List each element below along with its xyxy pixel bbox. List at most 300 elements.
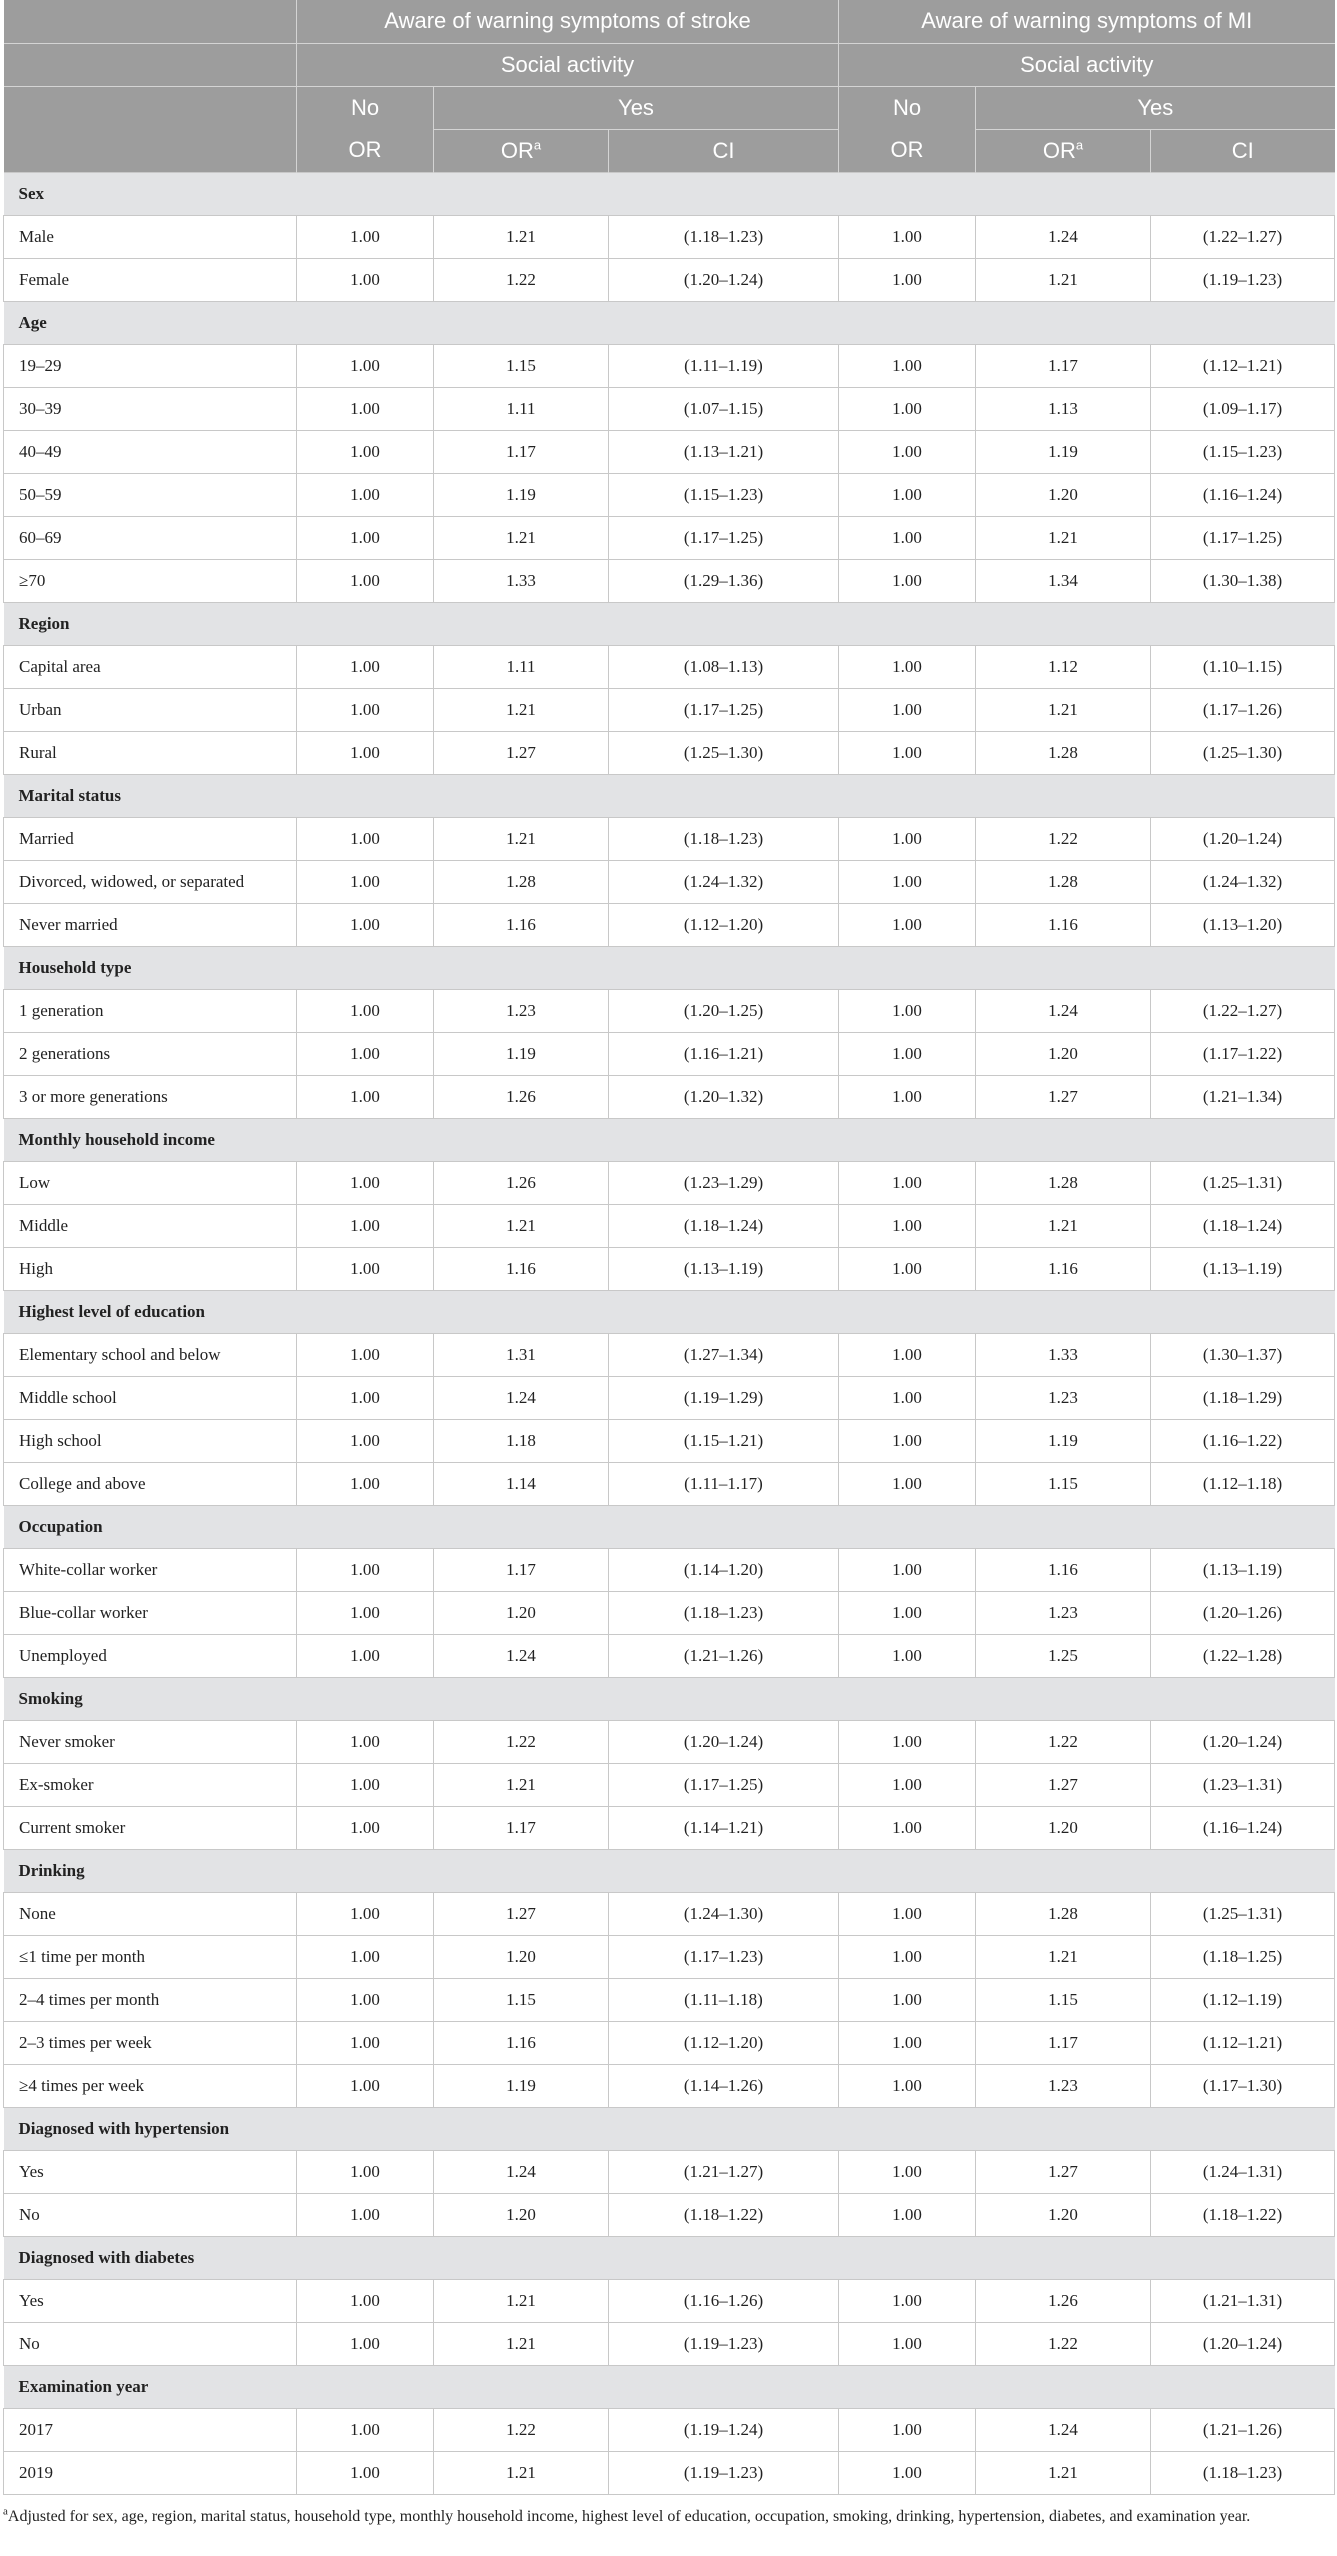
stroke-no-or: 1.00	[297, 1419, 434, 1462]
section-title: Examination year	[4, 2365, 1335, 2408]
stroke-yes-ci: (1.12–1.20)	[609, 903, 839, 946]
mi-yes-or: 1.19	[976, 430, 1151, 473]
mi-yes-ci: (1.18–1.23)	[1151, 2451, 1335, 2494]
stroke-yes-or: 1.24	[434, 2150, 609, 2193]
section-header-row	[4, 2365, 1335, 2408]
stroke-yes-or: 1.17	[434, 1548, 609, 1591]
mi-no-or: 1.00	[839, 2279, 976, 2322]
stroke-no-or: 1.00	[297, 1376, 434, 1419]
stroke-yes-ci: (1.18–1.23)	[609, 817, 839, 860]
stroke-yes-or: 1.21	[434, 2451, 609, 2494]
mi-no-or: 1.00	[839, 344, 976, 387]
mi-yes-ci: (1.21–1.26)	[1151, 2408, 1335, 2451]
mi-no-or: 1.00	[839, 1892, 976, 1935]
mi-yes-or: 1.19	[976, 1419, 1151, 1462]
table-row	[4, 516, 1335, 559]
stroke-no-or: 1.00	[297, 1978, 434, 2021]
stroke-yes-or: 1.21	[434, 2322, 609, 2365]
mi-yes-or: 1.23	[976, 1376, 1151, 1419]
row-label: Yes	[4, 2279, 297, 2322]
row-label: Unemployed	[4, 1634, 297, 1677]
stroke-no-or: 1.00	[297, 1806, 434, 1849]
section-header-row	[4, 1505, 1335, 1548]
stroke-yes-or: 1.17	[434, 430, 609, 473]
mi-yes-ci: (1.30–1.37)	[1151, 1333, 1335, 1376]
mi-yes-or: 1.21	[976, 258, 1151, 301]
stroke-no-or: 1.00	[297, 1935, 434, 1978]
stroke-yes-ci: (1.18–1.23)	[609, 215, 839, 258]
mi-yes-or: 1.24	[976, 989, 1151, 1032]
mi-yes-ci: (1.25–1.31)	[1151, 1161, 1335, 1204]
mi-yes-or: 1.21	[976, 1935, 1151, 1978]
section-header-row	[4, 172, 1335, 215]
mi-no-or: 1.00	[839, 731, 976, 774]
stroke-yes-or: 1.18	[434, 1419, 609, 1462]
row-label: Female	[4, 258, 297, 301]
mi-yes-or: 1.26	[976, 2279, 1151, 2322]
stroke-yes-or: 1.21	[434, 516, 609, 559]
table-row	[4, 559, 1335, 602]
stroke-yes-or: 1.22	[434, 1720, 609, 1763]
stroke-yes-ci: (1.25–1.30)	[609, 731, 839, 774]
stroke-yes-or: 1.16	[434, 903, 609, 946]
stroke-yes-or: 1.11	[434, 645, 609, 688]
stroke-yes-or: 1.22	[434, 2408, 609, 2451]
stroke-yes-ci: (1.16–1.21)	[609, 1032, 839, 1075]
stroke-yes-or: 1.14	[434, 1462, 609, 1505]
mi-yes-or: 1.22	[976, 2322, 1151, 2365]
mi-yes-ci: (1.20–1.24)	[1151, 817, 1335, 860]
stroke-yes-ci: (1.18–1.22)	[609, 2193, 839, 2236]
stroke-yes-ci: (1.19–1.23)	[609, 2322, 839, 2365]
footnote	[3, 2506, 1323, 2528]
section-title: Age	[4, 301, 1335, 344]
stroke-yes-or: 1.27	[434, 731, 609, 774]
stroke-no-or: 1.00	[297, 473, 434, 516]
stroke-yes-or: 1.21	[434, 215, 609, 258]
mi-no-or: 1.00	[839, 1591, 976, 1634]
stroke-yes-ci: (1.20–1.24)	[609, 1720, 839, 1763]
mi-yes-or: 1.20	[976, 2193, 1151, 2236]
row-label: No	[4, 2322, 297, 2365]
stroke-no-or: 1.00	[297, 2408, 434, 2451]
stroke-yes-or: 1.23	[434, 989, 609, 1032]
stroke-yes-or: 1.21	[434, 817, 609, 860]
row-label: ≤1 time per month	[4, 1935, 297, 1978]
stroke-no-or: 1.00	[297, 1462, 434, 1505]
section-title: Household type	[4, 946, 1335, 989]
header-mi-or: OR	[839, 129, 976, 172]
header-mi-or-adjusted: $OR^a$	[976, 129, 1151, 172]
stroke-no-or: 1.00	[297, 989, 434, 1032]
mi-yes-ci: (1.18–1.29)	[1151, 1376, 1335, 1419]
section-header-row	[4, 946, 1335, 989]
mi-yes-ci: (1.12–1.18)	[1151, 1462, 1335, 1505]
mi-yes-or: 1.16	[976, 903, 1151, 946]
header-stroke-no: No	[297, 86, 434, 129]
mi-yes-ci: (1.23–1.31)	[1151, 1763, 1335, 1806]
mi-no-or: 1.00	[839, 1204, 976, 1247]
results-table	[3, 0, 1335, 2495]
mi-yes-ci: (1.13–1.20)	[1151, 903, 1335, 946]
mi-yes-or: 1.13	[976, 387, 1151, 430]
mi-no-or: 1.00	[839, 387, 976, 430]
section-header-row	[4, 602, 1335, 645]
stroke-no-or: 1.00	[297, 387, 434, 430]
mi-yes-ci: (1.13–1.19)	[1151, 1548, 1335, 1591]
mi-no-or: 1.00	[839, 1075, 976, 1118]
stroke-yes-or: 1.24	[434, 1634, 609, 1677]
mi-yes-or: 1.20	[976, 1806, 1151, 1849]
stroke-no-or: 1.00	[297, 2193, 434, 2236]
table-row	[4, 1333, 1335, 1376]
row-label: Low	[4, 1161, 297, 1204]
stroke-yes-ci: (1.20–1.32)	[609, 1075, 839, 1118]
section-title: Smoking	[4, 1677, 1335, 1720]
section-header-row	[4, 2107, 1335, 2150]
stroke-no-or: 1.00	[297, 1032, 434, 1075]
mi-no-or: 1.00	[839, 817, 976, 860]
mi-no-or: 1.00	[839, 2150, 976, 2193]
stroke-yes-ci: (1.18–1.23)	[609, 1591, 839, 1634]
mi-no-or: 1.00	[839, 989, 976, 1032]
header-stroke-or: OR	[297, 129, 434, 172]
mi-yes-ci: (1.21–1.31)	[1151, 2279, 1335, 2322]
stroke-no-or: 1.00	[297, 1591, 434, 1634]
table-row	[4, 1892, 1335, 1935]
section-header-row	[4, 2236, 1335, 2279]
table-row	[4, 1978, 1335, 2021]
stroke-yes-or: 1.17	[434, 1806, 609, 1849]
stroke-yes-ci: (1.11–1.19)	[609, 344, 839, 387]
row-label: 2019	[4, 2451, 297, 2494]
table-body	[4, 172, 1335, 2494]
stroke-no-or: 1.00	[297, 2279, 434, 2322]
mi-yes-or: 1.21	[976, 688, 1151, 731]
header-mi-no: No	[839, 86, 976, 129]
row-label: Middle	[4, 1204, 297, 1247]
row-label: Middle school	[4, 1376, 297, 1419]
stroke-yes-ci: (1.17–1.23)	[609, 1935, 839, 1978]
header-stroke-or-adjusted: $OR^a$	[434, 129, 609, 172]
stroke-yes-or: 1.20	[434, 1935, 609, 1978]
stroke-yes-ci: (1.13–1.21)	[609, 430, 839, 473]
stroke-yes-or: 1.16	[434, 2021, 609, 2064]
mi-yes-or: 1.28	[976, 860, 1151, 903]
table-row	[4, 1763, 1335, 1806]
header-mi-title: Aware of warning symptoms of MI	[839, 0, 1335, 43]
table-row	[4, 2408, 1335, 2451]
mi-yes-ci: (1.25–1.31)	[1151, 1892, 1335, 1935]
mi-yes-ci: (1.18–1.22)	[1151, 2193, 1335, 2236]
stroke-yes-or: 1.16	[434, 1247, 609, 1290]
stroke-yes-ci: (1.07–1.15)	[609, 387, 839, 430]
stroke-yes-or: 1.15	[434, 1978, 609, 2021]
section-header-row	[4, 1677, 1335, 1720]
mi-yes-ci: (1.12–1.21)	[1151, 344, 1335, 387]
mi-yes-ci: (1.17–1.30)	[1151, 2064, 1335, 2107]
table-row	[4, 817, 1335, 860]
mi-yes-or: 1.16	[976, 1247, 1151, 1290]
footnote-marker: a	[1075, 137, 1084, 153]
mi-yes-ci: (1.16–1.24)	[1151, 1806, 1335, 1849]
table-row	[4, 2279, 1335, 2322]
mi-no-or: 1.00	[839, 1462, 976, 1505]
stroke-no-or: 1.00	[297, 1247, 434, 1290]
section-title: Region	[4, 602, 1335, 645]
mi-yes-or: 1.16	[976, 1548, 1151, 1591]
mi-no-or: 1.00	[839, 1978, 976, 2021]
section-header-row	[4, 1118, 1335, 1161]
mi-yes-ci: (1.17–1.26)	[1151, 688, 1335, 731]
header-stroke-social-activity: Social activity	[297, 43, 839, 86]
row-label: Rural	[4, 731, 297, 774]
stroke-yes-ci: (1.19–1.24)	[609, 2408, 839, 2451]
table-row	[4, 258, 1335, 301]
section-title: Occupation	[4, 1505, 1335, 1548]
mi-no-or: 1.00	[839, 1376, 976, 1419]
mi-yes-or: 1.23	[976, 2064, 1151, 2107]
stroke-yes-ci: (1.19–1.23)	[609, 2451, 839, 2494]
mi-yes-or: 1.21	[976, 516, 1151, 559]
table-row	[4, 1075, 1335, 1118]
mi-yes-or: 1.15	[976, 1462, 1151, 1505]
stroke-yes-ci: (1.29–1.36)	[609, 559, 839, 602]
row-label: 1 generation	[4, 989, 297, 1032]
stroke-yes-ci: (1.14–1.26)	[609, 2064, 839, 2107]
stroke-no-or: 1.00	[297, 1333, 434, 1376]
mi-yes-or: 1.25	[976, 1634, 1151, 1677]
row-label: Current smoker	[4, 1806, 297, 1849]
mi-yes-or: 1.24	[976, 2408, 1151, 2451]
stroke-no-or: 1.00	[297, 1634, 434, 1677]
stroke-no-or: 1.00	[297, 2451, 434, 2494]
stroke-no-or: 1.00	[297, 2064, 434, 2107]
row-label: 40–49	[4, 430, 297, 473]
row-label: Urban	[4, 688, 297, 731]
stroke-yes-ci: (1.19–1.29)	[609, 1376, 839, 1419]
mi-yes-or: 1.12	[976, 645, 1151, 688]
stroke-yes-or: 1.11	[434, 387, 609, 430]
row-label: 2 generations	[4, 1032, 297, 1075]
mi-yes-ci: (1.16–1.22)	[1151, 1419, 1335, 1462]
row-label: 2017	[4, 2408, 297, 2451]
section-header-row	[4, 1849, 1335, 1892]
stroke-yes-ci: (1.20–1.24)	[609, 258, 839, 301]
mi-yes-ci: (1.30–1.38)	[1151, 559, 1335, 602]
table-row	[4, 1935, 1335, 1978]
mi-yes-ci: (1.22–1.28)	[1151, 1634, 1335, 1677]
table-row	[4, 645, 1335, 688]
mi-yes-ci: (1.17–1.22)	[1151, 1032, 1335, 1075]
stroke-yes-or: 1.19	[434, 2064, 609, 2107]
mi-yes-or: 1.28	[976, 1161, 1151, 1204]
table-row	[4, 473, 1335, 516]
header-mi-yes: Yes	[976, 86, 1335, 129]
mi-yes-or: 1.22	[976, 1720, 1151, 1763]
row-label: 60–69	[4, 516, 297, 559]
table-row	[4, 1548, 1335, 1591]
mi-yes-ci: (1.16–1.24)	[1151, 473, 1335, 516]
table-row	[4, 2451, 1335, 2494]
stroke-no-or: 1.00	[297, 903, 434, 946]
stroke-yes-ci: (1.14–1.20)	[609, 1548, 839, 1591]
table-row	[4, 1806, 1335, 1849]
stroke-yes-ci: (1.16–1.26)	[609, 2279, 839, 2322]
stroke-no-or: 1.00	[297, 731, 434, 774]
stroke-no-or: 1.00	[297, 817, 434, 860]
stroke-no-or: 1.00	[297, 2021, 434, 2064]
table-row	[4, 1462, 1335, 1505]
mi-yes-ci: (1.10–1.15)	[1151, 645, 1335, 688]
table-row	[4, 215, 1335, 258]
stroke-yes-or: 1.20	[434, 1591, 609, 1634]
row-label: Never smoker	[4, 1720, 297, 1763]
stroke-no-or: 1.00	[297, 516, 434, 559]
stroke-yes-ci: (1.24–1.32)	[609, 860, 839, 903]
section-title: Marital status	[4, 774, 1335, 817]
mi-yes-or: 1.21	[976, 2451, 1151, 2494]
header-mi-social-activity: Social activity	[839, 43, 1335, 86]
section-title: Sex	[4, 172, 1335, 215]
section-header-row	[4, 774, 1335, 817]
row-label: Elementary school and below	[4, 1333, 297, 1376]
stroke-yes-or: 1.15	[434, 344, 609, 387]
row-label: College and above	[4, 1462, 297, 1505]
row-label: High school	[4, 1419, 297, 1462]
row-label: High	[4, 1247, 297, 1290]
mi-no-or: 1.00	[839, 215, 976, 258]
table-row	[4, 1161, 1335, 1204]
stroke-yes-ci: (1.27–1.34)	[609, 1333, 839, 1376]
table-row	[4, 2021, 1335, 2064]
header-corner	[4, 0, 297, 43]
mi-yes-ci: (1.12–1.19)	[1151, 1978, 1335, 2021]
section-title: Drinking	[4, 1849, 1335, 1892]
mi-no-or: 1.00	[839, 2322, 976, 2365]
stroke-yes-or: 1.21	[434, 2279, 609, 2322]
stroke-yes-ci: (1.13–1.19)	[609, 1247, 839, 1290]
stroke-yes-or: 1.20	[434, 2193, 609, 2236]
mi-no-or: 1.00	[839, 559, 976, 602]
mi-yes-or: 1.22	[976, 817, 1151, 860]
mi-no-or: 1.00	[839, 903, 976, 946]
mi-no-or: 1.00	[839, 2193, 976, 2236]
mi-no-or: 1.00	[839, 430, 976, 473]
stroke-yes-ci: (1.21–1.27)	[609, 2150, 839, 2193]
mi-yes-ci: (1.20–1.24)	[1151, 2322, 1335, 2365]
mi-no-or: 1.00	[839, 860, 976, 903]
mi-yes-or: 1.27	[976, 1075, 1151, 1118]
mi-no-or: 1.00	[839, 2451, 976, 2494]
stroke-yes-or: 1.21	[434, 1763, 609, 1806]
row-label: Blue-collar worker	[4, 1591, 297, 1634]
stroke-yes-ci: (1.11–1.17)	[609, 1462, 839, 1505]
stroke-no-or: 1.00	[297, 645, 434, 688]
mi-no-or: 1.00	[839, 2064, 976, 2107]
table-row	[4, 1204, 1335, 1247]
table-row	[4, 688, 1335, 731]
mi-yes-or: 1.28	[976, 731, 1151, 774]
stroke-no-or: 1.00	[297, 1204, 434, 1247]
stroke-no-or: 1.00	[297, 215, 434, 258]
mi-no-or: 1.00	[839, 1548, 976, 1591]
mi-yes-ci: (1.24–1.32)	[1151, 860, 1335, 903]
stroke-yes-ci: (1.11–1.18)	[609, 1978, 839, 2021]
mi-yes-or: 1.33	[976, 1333, 1151, 1376]
table-row	[4, 1419, 1335, 1462]
stroke-no-or: 1.00	[297, 2322, 434, 2365]
mi-yes-or: 1.21	[976, 1204, 1151, 1247]
mi-no-or: 1.00	[839, 1763, 976, 1806]
section-title: Monthly household income	[4, 1118, 1335, 1161]
stroke-no-or: 1.00	[297, 688, 434, 731]
stroke-yes-or: 1.31	[434, 1333, 609, 1376]
stroke-yes-or: 1.26	[434, 1161, 609, 1204]
row-label: No	[4, 2193, 297, 2236]
row-label: 30–39	[4, 387, 297, 430]
stroke-yes-ci: (1.18–1.24)	[609, 1204, 839, 1247]
mi-yes-ci: (1.20–1.24)	[1151, 1720, 1335, 1763]
mi-no-or: 1.00	[839, 2021, 976, 2064]
mi-no-or: 1.00	[839, 2408, 976, 2451]
mi-no-or: 1.00	[839, 1806, 976, 1849]
mi-no-or: 1.00	[839, 645, 976, 688]
mi-yes-or: 1.17	[976, 344, 1151, 387]
stroke-yes-ci: (1.12–1.20)	[609, 2021, 839, 2064]
stroke-yes-ci: (1.17–1.25)	[609, 516, 839, 559]
mi-yes-or: 1.34	[976, 559, 1151, 602]
row-label: Yes	[4, 2150, 297, 2193]
mi-no-or: 1.00	[839, 516, 976, 559]
stroke-yes-ci: (1.20–1.25)	[609, 989, 839, 1032]
stroke-yes-ci: (1.17–1.25)	[609, 688, 839, 731]
mi-yes-or: 1.27	[976, 2150, 1151, 2193]
table-row	[4, 344, 1335, 387]
row-label: None	[4, 1892, 297, 1935]
mi-yes-or: 1.15	[976, 1978, 1151, 2021]
mi-yes-ci: (1.17–1.25)	[1151, 516, 1335, 559]
mi-no-or: 1.00	[839, 1032, 976, 1075]
stroke-no-or: 1.00	[297, 860, 434, 903]
mi-no-or: 1.00	[839, 473, 976, 516]
row-label: Capital area	[4, 645, 297, 688]
stroke-no-or: 1.00	[297, 1075, 434, 1118]
stroke-yes-or: 1.27	[434, 1892, 609, 1935]
stroke-yes-or: 1.19	[434, 473, 609, 516]
mi-no-or: 1.00	[839, 1935, 976, 1978]
mi-yes-ci: (1.24–1.31)	[1151, 2150, 1335, 2193]
mi-no-or: 1.00	[839, 1161, 976, 1204]
stroke-yes-ci: (1.17–1.25)	[609, 1763, 839, 1806]
section-title: Diagnosed with diabetes	[4, 2236, 1335, 2279]
footnote-marker: a	[3, 2505, 8, 2518]
mi-yes-ci: (1.22–1.27)	[1151, 215, 1335, 258]
stroke-no-or: 1.00	[297, 430, 434, 473]
table-row	[4, 1591, 1335, 1634]
mi-yes-or: 1.27	[976, 1763, 1151, 1806]
row-label: Divorced, widowed, or separated	[4, 860, 297, 903]
table-row	[4, 2322, 1335, 2365]
section-title: Diagnosed with hypertension	[4, 2107, 1335, 2150]
row-label: ≥70	[4, 559, 297, 602]
mi-yes-ci: (1.18–1.24)	[1151, 1204, 1335, 1247]
row-label: 50–59	[4, 473, 297, 516]
header-stroke-title: Aware of warning symptoms of stroke	[297, 0, 839, 43]
mi-no-or: 1.00	[839, 1720, 976, 1763]
mi-yes-or: 1.17	[976, 2021, 1151, 2064]
mi-no-or: 1.00	[839, 258, 976, 301]
